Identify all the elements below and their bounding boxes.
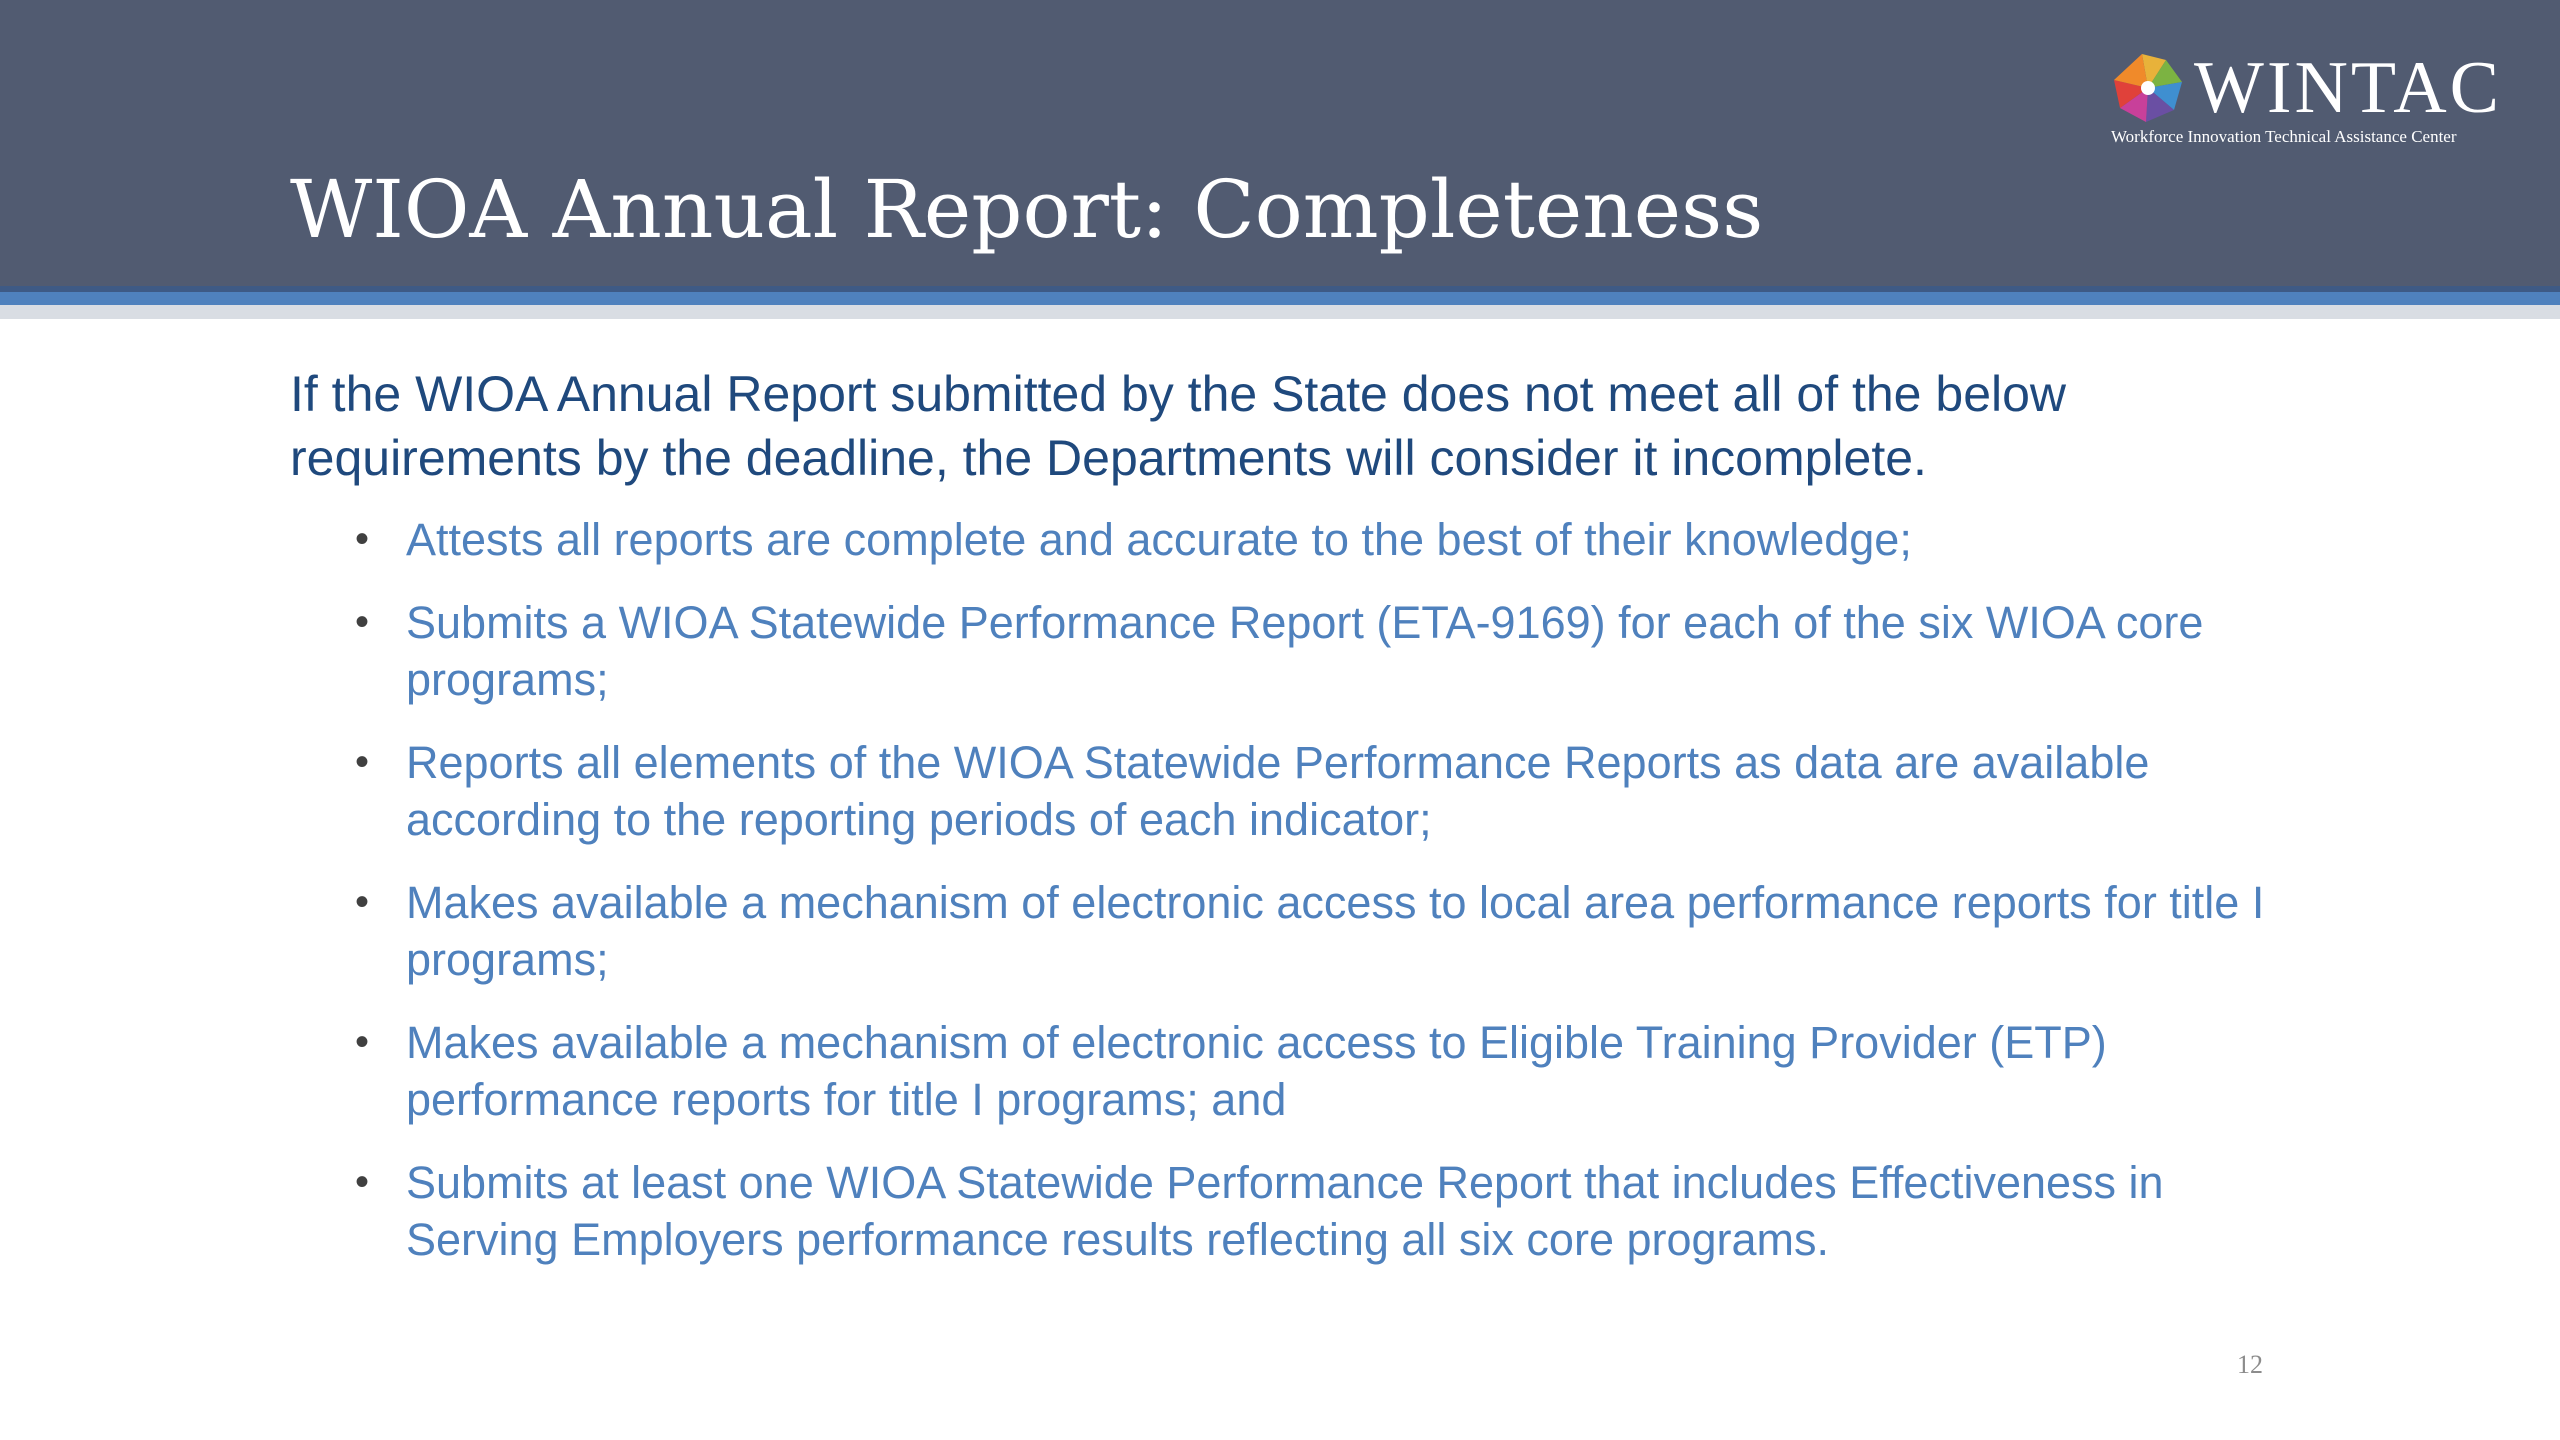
requirements-list	[355, 511, 2295, 1294]
list-item	[355, 594, 2295, 708]
list-item-text: Makes available a mechanism of electronic access to local area performance reports for title I programs;	[406, 877, 2265, 985]
list-item	[355, 511, 2295, 568]
bullet-marker: •	[355, 740, 370, 784]
list-item	[355, 1014, 2295, 1128]
bullet-marker: •	[355, 1160, 370, 1204]
wintac-pinwheel-icon	[2110, 50, 2186, 126]
header-divider	[0, 292, 2560, 305]
logo-name: WINTAC	[2194, 47, 2503, 129]
header-divider-light	[0, 305, 2560, 319]
bullet-marker: •	[355, 1020, 370, 1064]
page-number: 12	[2237, 1350, 2263, 1379]
list-item	[355, 734, 2295, 848]
bullet-marker: •	[355, 600, 370, 644]
slide-title: WIOA Annual Report: Completeness	[290, 163, 1764, 256]
intro-paragraph: If the WIOA Annual Report submitted by the State does not meet all of the below requirements by the deadline, the Departments will consider it incomplete.	[290, 366, 2067, 486]
list-item	[355, 1154, 2295, 1268]
list-item-text: Submits a WIOA Statewide Performance Report (ETA-9169) for each of the six WIOA core programs;	[406, 597, 2204, 705]
list-item-text: Submits at least one WIOA Statewide Performance Report that includes Effectiveness in Serving Employers performance results reflecting all six core programs.	[406, 1157, 2164, 1265]
bullet-marker: •	[355, 880, 370, 924]
list-item-text: Makes available a mechanism of electronic access to Eligible Training Provider (ETP) performance reports for title I programs; and	[406, 1017, 2107, 1125]
header-band	[0, 0, 2560, 286]
list-item	[355, 874, 2295, 988]
list-item-text: Attests all reports are complete and accurate to the best of their knowledge;	[406, 514, 1912, 565]
wintac-logo	[2110, 47, 2530, 150]
list-item-text: Reports all elements of the WIOA Statewide Performance Reports as data are available according to the reporting periods of each indicator;	[406, 737, 2150, 845]
logo-tagline: Workforce Innovation Technical Assistance Center	[2111, 127, 2457, 146]
bullet-marker: •	[355, 517, 370, 561]
